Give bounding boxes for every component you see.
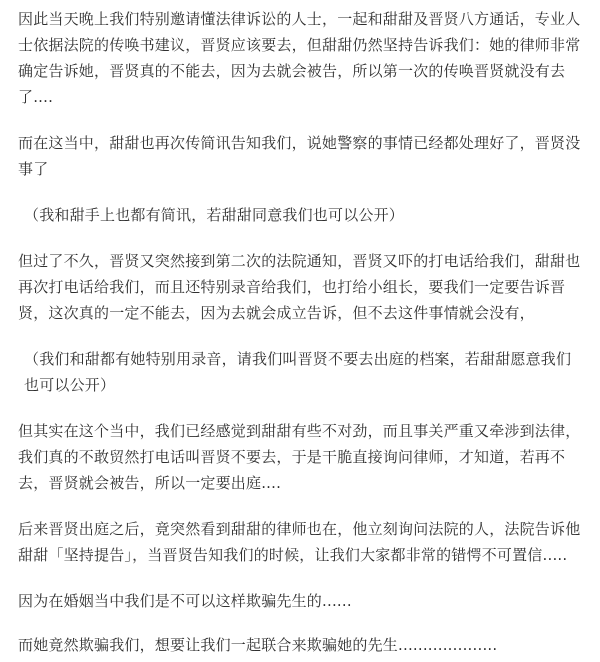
paragraph-7: 后来晋贤出庭之后，竟突然看到甜甜的律师也在，他立刻询问法院的人，法院告诉他甜甜「坚持提告」，当晋贤告知我们的时候，让我们大家都非常的错愕不可置信..... [18,520,581,564]
paragraph-1: 因此当天晚上我们特别邀请懂法律诉讼的人士，一起和甜甜及晋贤八方通话，专业人士依据法院的传唤书建议，晋贤应该要去，但甜甜仍然坚持告诉我们：她的律师非常确定告诉她，晋贤真的不能去，因为去就会被告，所以第一次的传唤晋贤就没有去了.... [18,10,581,106]
paragraph-3: （我和甜手上也都有简讯，若甜甜同意我们也可以公开） [24,206,405,224]
paragraph-4: 但过了不久，晋贤又突然接到第二次的法院通知，晋贤又吓的打电话给我们，甜甜也再次打电话给我们，而且还特别录音给我们，也打给小组长，要我们一定要告诉晋贤，这次真的一定不能去，因为去就会成立告诉，但不去这件事情就会没有， [18,252,581,322]
paragraph-2: 而在这当中，甜甜也再次传简讯告知我们，说她警察的事情已经都处理好了，晋贤没事了 [18,134,581,178]
paragraph-9: 而她竟然欺骗我们，想要让我们一起联合来欺骗她的先生.................... [18,636,498,654]
paragraph-8: 因为在婚姻当中我们是不可以这样欺骗先生的...... [18,592,352,610]
paragraph-5: （我们和甜都有她特别用录音，请我们叫晋贤不要去出庭的档案，若甜甜愿意我们也可以公开） [24,350,572,394]
paragraph-6: 但其实在这个当中，我们已经感觉到甜甜有些不对劲，而且事关严重又牵涉到法律，我们真的不敢贸然打电话叫晋贤不要去，于是干脆直接询问律师，才知道，若再不去，晋贤就会被告，所以一定要出庭.... [18,422,581,492]
